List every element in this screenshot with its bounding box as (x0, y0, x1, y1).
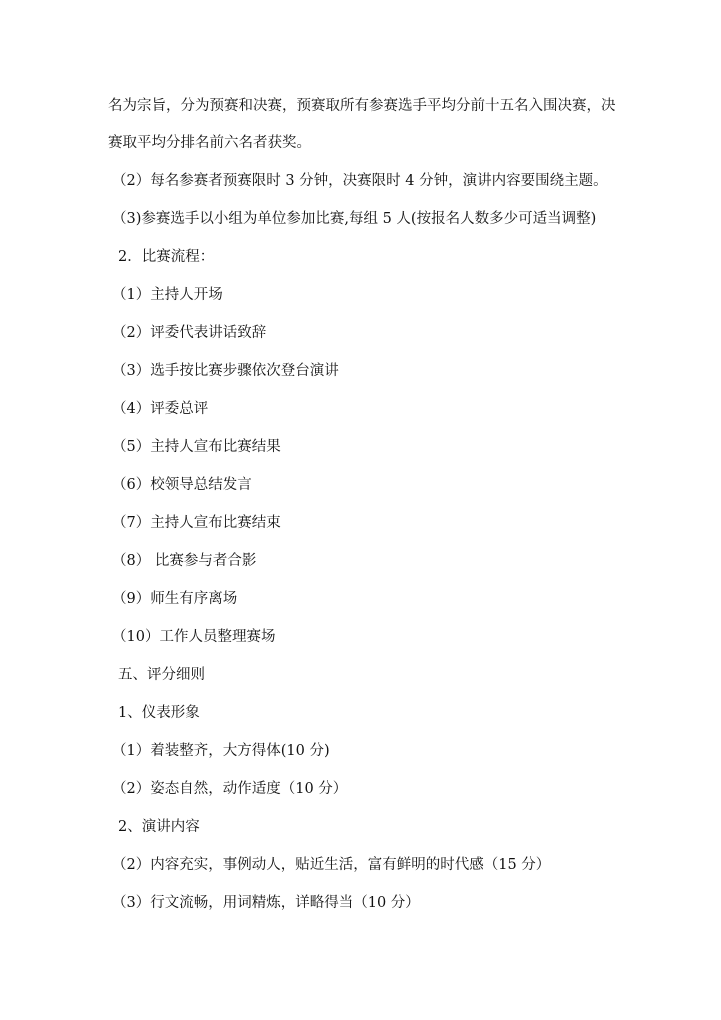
subheading-content: 2、演讲内容 (118, 819, 200, 835)
process-step-6: （6）校领导总结发言 (112, 477, 252, 493)
subheading-appearance: 1、仪表形象 (118, 705, 200, 721)
scoring-item-content-2: （2）内容充实，事例动人，贴近生活，富有鲜明的时代感（15 分） (112, 857, 551, 873)
scoring-item-appearance-1: （1）着装整齐，大方得体(10 分) (112, 743, 330, 759)
process-step-7: （7）主持人宣布比赛结束 (112, 515, 281, 531)
process-step-5: （5）主持人宣布比赛结果 (112, 439, 281, 455)
process-step-1: （1）主持人开场 (112, 287, 223, 303)
scoring-item-content-3: （3）行文流畅，用词精炼，详略得当（10 分） (112, 895, 420, 911)
process-step-9: （9）师生有序离场 (112, 591, 238, 607)
process-step-3: （3）选手按比赛步骤依次登台演讲 (112, 363, 339, 379)
section-heading-process: 2．比赛流程： (118, 249, 215, 265)
process-step-10: （10）工作人员整理赛场 (112, 629, 276, 645)
process-step-8: （8） 比赛参与者合影 (112, 553, 257, 569)
scoring-item-appearance-2: （2）姿态自然，动作适度（10 分） (112, 781, 348, 797)
process-step-4: （4）评委总评 (112, 401, 209, 417)
rule-item-3: （3)参赛选手以小组为单位参加比赛,每组 5 人(按报名人数多少可适当调整) (112, 211, 597, 227)
process-step-2: （2）评委代表讲话致辞 (112, 325, 267, 341)
paragraph-line-2: 赛取平均分排名前六名者获奖。 (108, 135, 311, 151)
paragraph-line-1: 名为宗旨，分为预赛和决赛，预赛取所有参赛选手平均分前十五名入围决赛，决 (108, 98, 616, 114)
section-heading-scoring: 五、评分细则 (118, 667, 205, 683)
rule-item-2: （2）每名参赛者预赛限时 3 分钟，决赛限时 4 分钟，演讲内容要围绕主题。 (112, 173, 608, 189)
